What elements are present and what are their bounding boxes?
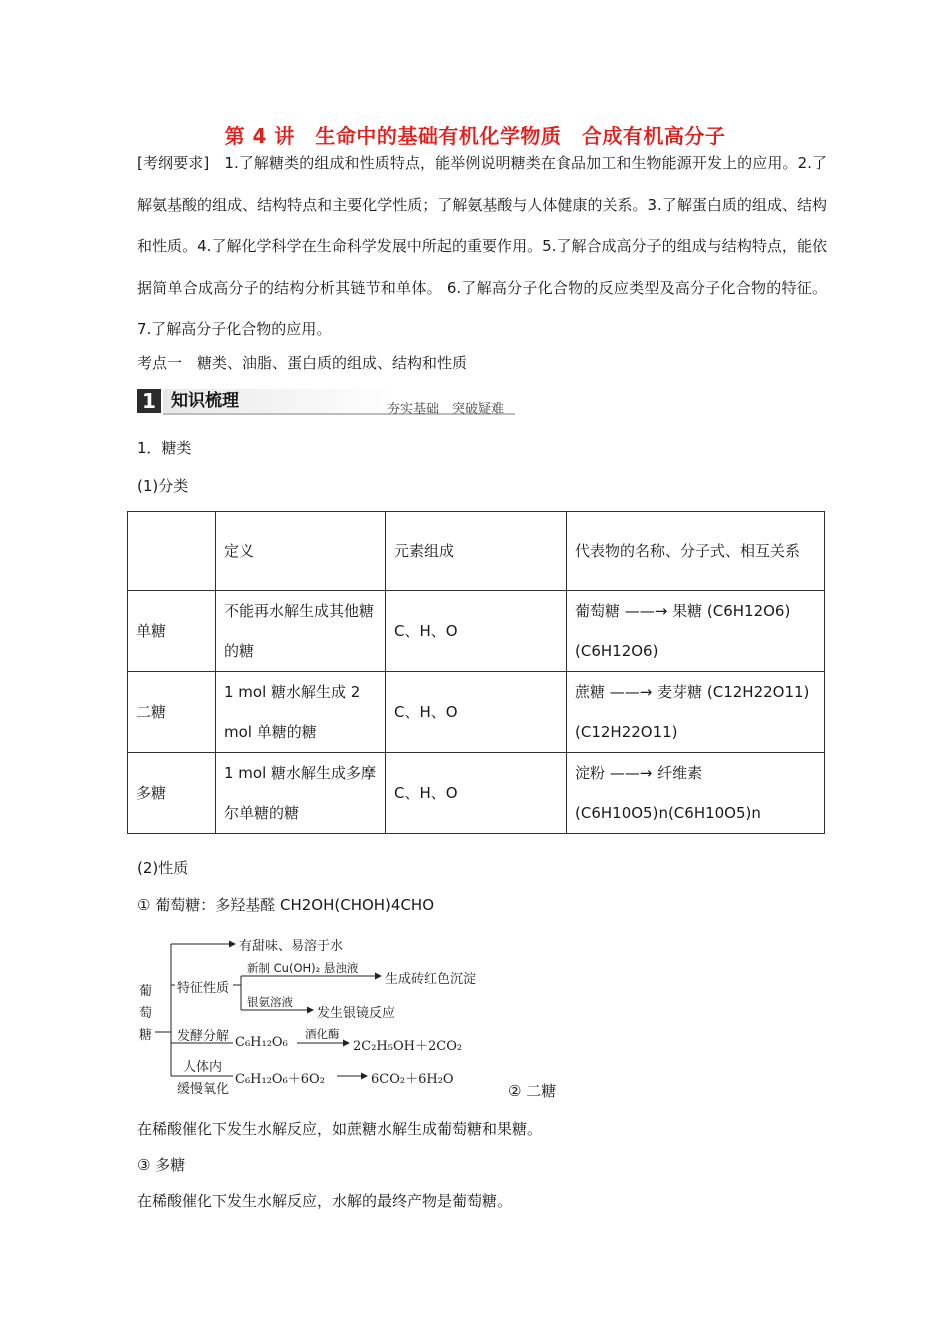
- subheading-classification: (1)分类: [137, 477, 189, 495]
- syllabus-text: 1.了解糖类的组成和性质特点，能举例说明糖类在食品加工和生物能源开发上的应用。2.了解氨基酸的组成、结构特点和主要化学性质；了解氨基酸与人体健康的关系。3.了解蛋白质的组成、结构和性质。4.了解化学科学在生命科学发展中所起的重要作用。5.了解合成高分子的组成与结构特点，能依据简单合成高分子的结构分析其链节和单体。 6.了解高分子化合物的反应类型及高分子化合物的特征。7.了解高分子化合物的应用。: [137, 154, 827, 338]
- table-header-cell: [128, 512, 216, 591]
- banner-label: 知识梳理: [163, 389, 397, 413]
- table-cell-representative: 蔗糖 ——→ 麦芽糖 (C12H22O11)(C12H22O11): [567, 672, 825, 753]
- table-row: [128, 591, 825, 672]
- oxidation-reactant: C₆H₁₂O₆＋6O₂: [235, 1072, 325, 1087]
- branch-body: 人体内: [183, 1060, 223, 1075]
- table-cell-elements: C、H、O: [386, 672, 567, 753]
- product-silver: 发生银镜反应: [317, 1006, 396, 1021]
- root-char: 葡: [139, 984, 153, 999]
- banner-number: 1: [137, 389, 161, 413]
- table-cell-definition: 1 mol 糖水解生成 2 mol 单糖的糖: [216, 672, 386, 753]
- table-row: [128, 672, 825, 753]
- table-cell-name: 多糖: [128, 753, 216, 834]
- table-cell-representative: 淀粉 ——→ 纤维素 (C6H10O5)n(C6H10O5)n: [567, 753, 825, 834]
- table-header-row: [128, 512, 825, 591]
- root-char: 糖: [139, 1028, 153, 1043]
- syllabus-paragraph: [137, 143, 827, 351]
- disaccharide-text: 在稀酸催化下发生水解反应，如蔗糖水解生成葡萄糖和果糖。: [137, 1120, 543, 1138]
- product-copper: 生成砖红色沉淀: [385, 972, 477, 987]
- polysaccharide-text: 在稀酸催化下发生水解反应，水解的最终产物是葡萄糖。: [137, 1192, 513, 1210]
- subheading-sugars: 1．糖类: [137, 439, 192, 457]
- table-cell-definition: 1 mol 糖水解生成多摩尔单糖的糖: [216, 753, 386, 834]
- disaccharide-label: ② 二糖: [508, 1082, 557, 1100]
- root-char: 萄: [139, 1006, 153, 1021]
- branch-feature: 特征性质: [177, 981, 230, 996]
- polysaccharide-label: ③ 多糖: [137, 1156, 186, 1174]
- branch-ferment: 发酵分解: [177, 1029, 230, 1044]
- ferment-condition: 酒化酶: [305, 1027, 340, 1041]
- banner-subtitle: 夯实基础 突破疑难: [387, 402, 505, 417]
- table-row: [128, 753, 825, 834]
- leaf-sweet: 有甜味、易溶于水: [239, 939, 344, 954]
- ferment-reactant: C₆H₁₂O₆: [235, 1035, 288, 1050]
- ferment-product: 2C₂H₅OH＋2CO₂: [353, 1039, 463, 1054]
- reagent-silver: 银氨溶液: [247, 995, 293, 1009]
- glucose-properties-diagram: [137, 932, 497, 1097]
- sugar-classification-table: [127, 511, 825, 834]
- reagent-copper: 新制 Cu(OH)₂ 悬浊液: [247, 961, 359, 975]
- table-cell-name: 单糖: [128, 591, 216, 672]
- table-cell-definition: 不能再水解生成其他糖的糖: [216, 591, 386, 672]
- table-cell-name: 二糖: [128, 672, 216, 753]
- knowledge-banner: [137, 389, 515, 416]
- table-header-cell: 元素组成: [386, 512, 567, 591]
- table-cell-elements: C、H、O: [386, 591, 567, 672]
- table-cell-representative: 葡萄糖 ——→ 果糖 (C6H12O6)(C6H12O6): [567, 591, 825, 672]
- oxidation-product: 6CO₂＋6H₂O: [371, 1072, 454, 1087]
- table-cell-elements: C、H、O: [386, 753, 567, 834]
- branch-slow-oxidation: 缓慢氧化: [177, 1082, 230, 1097]
- syllabus-tag: [考纲要求]: [137, 154, 210, 172]
- subheading-properties: (2)性质: [137, 859, 189, 877]
- table-header-cell: 代表物的名称、分子式、相互关系: [567, 512, 825, 591]
- page-title: 第 4 讲 生命中的基础有机化学物质 合成有机高分子: [224, 124, 726, 148]
- section-heading: 考点一 糖类、油脂、蛋白质的组成、结构和性质: [137, 354, 468, 372]
- table-header-cell: 定义: [216, 512, 386, 591]
- glucose-formula-line: ① 葡萄糖：多羟基醛 CH2OH(CHOH)4CHO: [137, 896, 435, 914]
